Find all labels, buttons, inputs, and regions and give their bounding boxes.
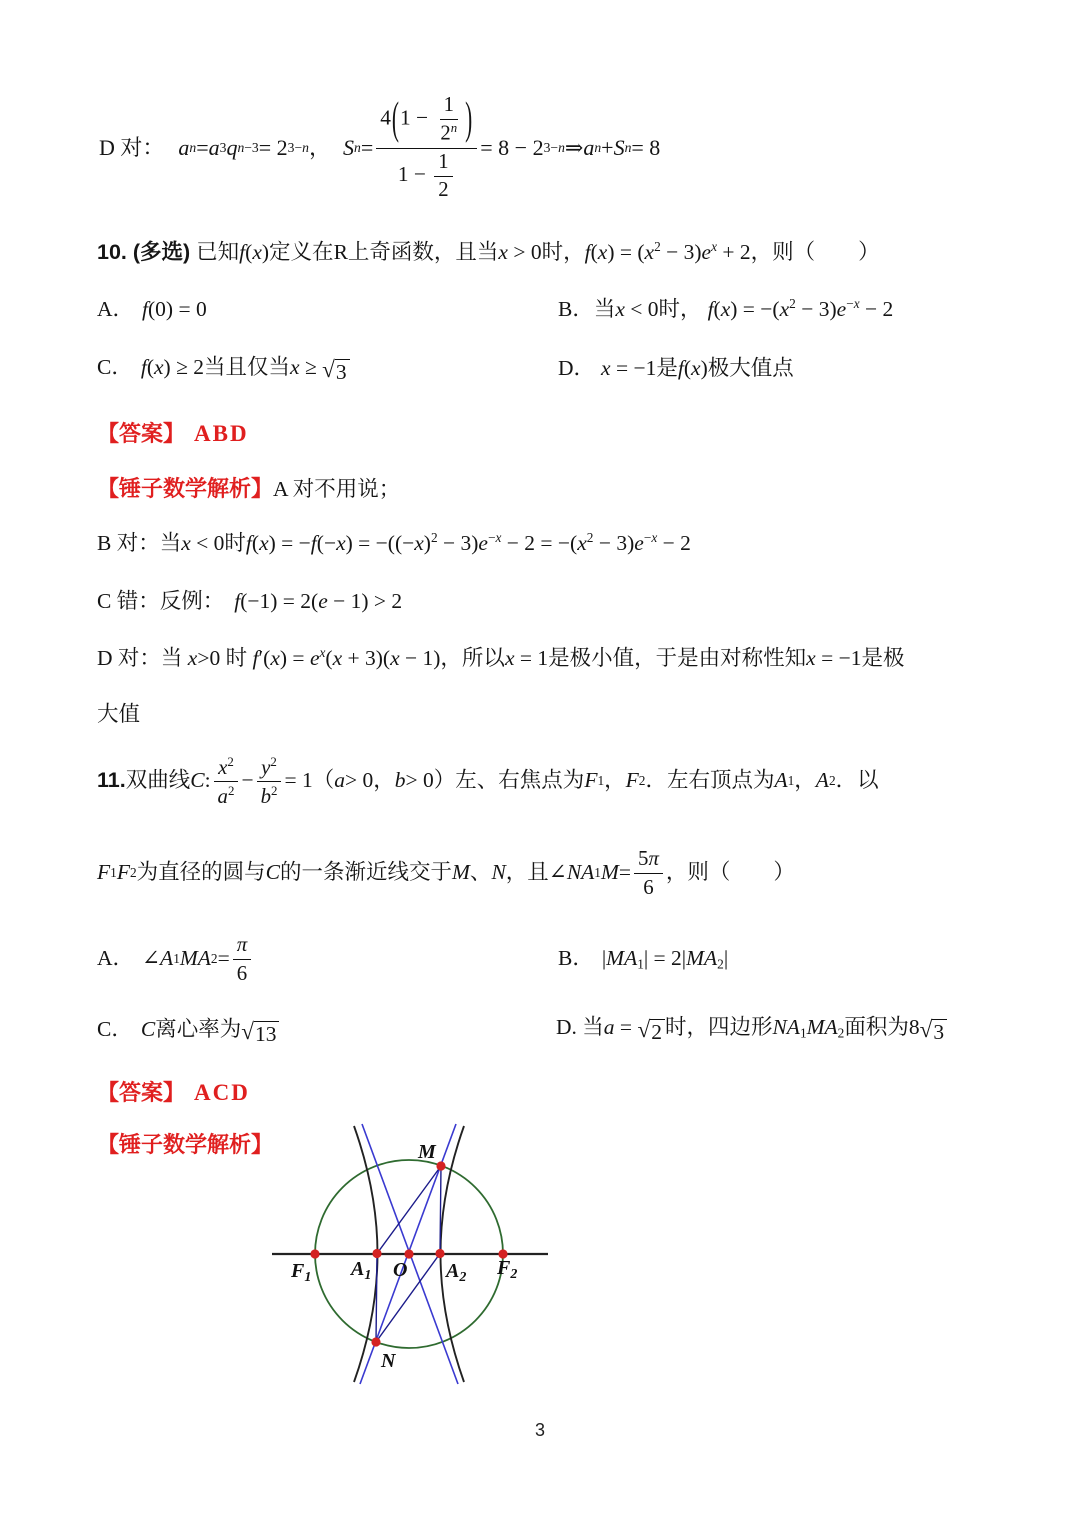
label-a1: $A_1$ (351, 1258, 372, 1283)
answer-tag: 【答案】 (97, 1080, 186, 1105)
q10-explanation-b: B 对：当x < 0时$f(x) = -f(-x) = -((-x)^2 - 3)e^{-x} - 2 = -(x^2 - 3)e^{-x} - 2$ (97, 530, 691, 555)
label-f1: $F_1$ (291, 1260, 312, 1285)
analysis-tag: 【锤子数学解析】 (97, 1132, 274, 1157)
page-number: 3 (534, 1420, 545, 1440)
q9-option-d-explanation: D 对： a n = a 3 q n−3 = 2 3−n ， S n = 4(1 − $\frac{1}{2^n}$ ) 1 − $\frac{1}{2}$ = 8 − 2 3−n ⇒ a n + S n = 8 (99, 92, 661, 201)
point-a2 (435, 1249, 444, 1258)
q11-analysis-row (97, 1128, 273, 1159)
q10-explanation-d-cont: 大值 (97, 702, 141, 726)
label-f2: $F_2$ (497, 1257, 518, 1282)
label-a2: $A_2$ (446, 1260, 467, 1285)
answer-tag: 【答案】 (97, 421, 186, 446)
q11-answer-row (97, 1076, 250, 1107)
q11-option-a: A． ∠ A 1 MA 2 = $\frac{\pi}{6}$ (97, 928, 254, 990)
q10-stem: 10. (多选) 已知f(x)定义在R上奇函数，且当x > 0时，$f(x) = (x^2 - 3)e^x + 2$，则（ ） (97, 239, 880, 264)
answer-value: ACD (194, 1080, 250, 1105)
label-o: O (393, 1259, 408, 1281)
q10-option-c: C． f(x) ≥ 2当且仅当x ≥ √ 3 (97, 352, 350, 385)
label-m: M (418, 1141, 436, 1163)
q11-option-d: D. 当a = √ 2 时，四边形$NA_1MA_2$面积为8 √ 3 (556, 1012, 947, 1045)
answer-value: ABD (194, 421, 249, 446)
q10-explanation-c: C 错：反例： f(−1) = 2(e − 1) > 2 (97, 589, 403, 613)
analysis-tag: 【锤子数学解析】 (97, 476, 274, 501)
q11-option-b: B． $|MA_1| = 2|MA_2|$ (558, 946, 729, 972)
point-n (371, 1337, 380, 1346)
q10-option-b: B．当x < 0时， $f(x) = -(x^2 - 3)e^{-x} - 2$ (558, 296, 894, 321)
q10-answer-row (97, 417, 249, 448)
q10-option-d: D． x = −1是f(x)极大值点 (558, 356, 794, 380)
q10-option-a: A． f(0) = 0 (97, 297, 207, 321)
q11-stem-line2: F 1 F 2 为直径的圆与 C 的一条渐近线交于 M 、 N ，且 ∠ NA 1 M = $\frac{5\pi}{6}$ ，则（ ） (97, 846, 795, 899)
q10-explanation-d: D 对：当 x>0 时 $f'(x) = e^x(x + 3)(x - 1)$，所以x = 1是极小值，于是由对称性知x = −1是极 (97, 645, 905, 670)
label-n: N (381, 1350, 396, 1372)
q11-option-c: C． C离心率为 √ 13 (97, 1014, 279, 1047)
hyperbola-circle-diagram (263, 1116, 561, 1402)
point-m (436, 1161, 445, 1170)
point-f1 (310, 1249, 319, 1258)
analysis-intro: A 对不用说； (273, 477, 401, 501)
q10-analysis-row (97, 472, 400, 505)
point-o (404, 1249, 413, 1258)
point-a1 (372, 1249, 381, 1258)
q11-stem-line1: 11. 双曲线 C : $\frac{x^2}{a^2}$ − $\frac{y^2}{b^2}$ = 1 （ a > 0 ， b > 0 ）左、右焦点为 F 1 ， F 2 ．左右顶点为 A 1 ， A 2 ．以 (97, 753, 879, 808)
